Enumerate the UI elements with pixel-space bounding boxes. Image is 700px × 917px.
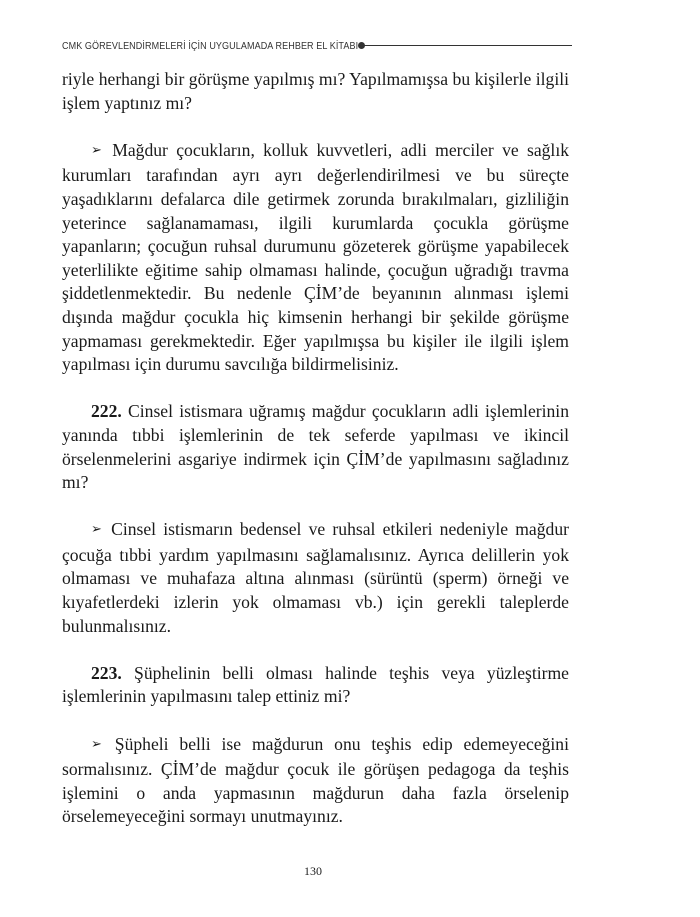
answer-paragraph-223 xyxy=(62,733,569,829)
question-text-223: Şüphelinin belli olması halinde teşhis veya yüzleştirme işlemlerinin yapılmasını talep ettiniz mi? xyxy=(62,662,569,707)
answer-text-223: Şüpheli belli ise mağdurun onu teşhis edip edemeyeceğini sormalısınız. ÇİM’de mağdur çocuk ile görüşen pedagoga da teşhis işlemini o anda yapmasının mağdurun daha fazla örselenip örselemeyeceğini sormayı unutmayınız. xyxy=(62,733,569,827)
answer-paragraph-222 xyxy=(62,518,569,638)
paragraph-spacer xyxy=(62,115,569,139)
answer-text-221: Mağdur çocukların, kolluk kuvvetleri, adli merciler ve sağlık kurumları tarafından ayrı ayrı değerlendirilmesi ve bu süreçte yaşadıklarını defalarca dile getirmek zorunda bırakılmaları, gizliliğin yeterince sağlanamaması, ilgili kurumlarda çocukla görüşme yapanların; çocuğun ruhsal durumunu gözeterek görüşme yapabilecek yeterlilikte eğitime sahip olmaması halinde, çocuğun uğradığı travma şiddetlenmektedir. Bu nedenle ÇİM’de beyanının alınması işlemi dışında mağdur çocukla hiç kimsenin herhangi bir şekilde görüşme yapmaması gerekmektedir. Eğer yapılmışsa bu kişiler ile ilgili işlem yapılması için durumu savcılığa bildirmelisiniz. xyxy=(62,139,569,375)
page-number: 130 xyxy=(304,864,322,878)
question-paragraph-222 xyxy=(62,400,569,494)
arrow-bullet-icon: ➢ xyxy=(91,736,102,752)
question-text-222: Cinsel istismara uğramış mağdur çocukların adli işlemlerinin yanında tıbbi işlemlerinin de tek seferde yapılması ve ikincil örselenmelerini asgariye indirmek için ÇİM’de yapılmasını sağladınız mı? xyxy=(62,401,569,493)
page-body xyxy=(62,68,569,829)
paragraph-continuation: riyle herhangi bir görüşme yapılmış mı? Yapılmamışsa bu kişilerle ilgili işlem yaptınız mı? xyxy=(62,69,569,113)
header-rule-line xyxy=(364,45,572,46)
question-number-223: 223. xyxy=(91,662,122,683)
paragraph-spacer xyxy=(62,495,569,519)
answer-text-222: Cinsel istismarın bedensel ve ruhsal etkileri nedeniyle mağdur çocuğa tıbbi yardım yapılmasını sağlamalısınız. Ayrıca delillerin yok olmaması ve muhafaza altına alınması (sürüntü (sperm) örneği ve kıyafetlerdeki izlerin yok olmaması vb.) için gerekli taleplerde bulunmalısınız. xyxy=(62,519,569,636)
paragraph-spacer xyxy=(62,709,569,733)
question-paragraph-223 xyxy=(62,662,569,709)
arrow-bullet-icon: ➢ xyxy=(91,142,102,158)
paragraph-spacer xyxy=(62,377,569,401)
running-header xyxy=(62,38,572,54)
answer-paragraph-221 xyxy=(62,139,569,377)
question-number-222: 222. xyxy=(91,401,122,422)
paragraph-spacer xyxy=(62,638,569,662)
arrow-bullet-icon: ➢ xyxy=(91,522,102,538)
book-title: CMK GÖREVLENDİRMELERİ İÇİN UYGULAMADA REHBER EL KİTABI xyxy=(62,40,359,52)
